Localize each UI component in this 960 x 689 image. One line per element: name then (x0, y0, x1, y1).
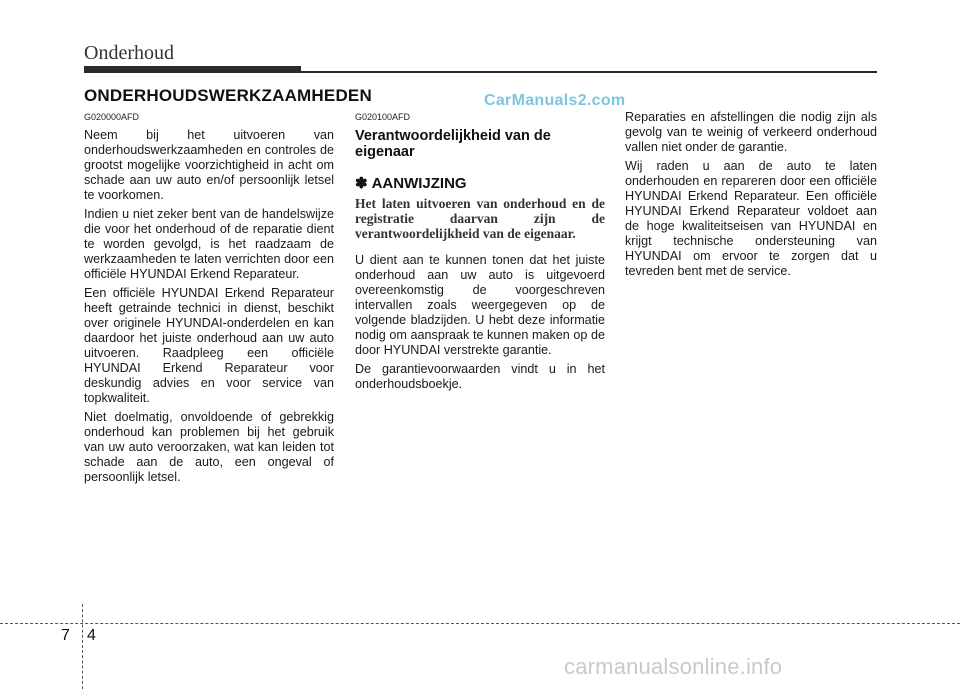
star-icon: ✽ (355, 175, 368, 192)
watermark-top[interactable]: CarManuals2.com (484, 92, 626, 109)
column-2 (355, 112, 605, 396)
header-rule-thin (301, 71, 877, 73)
notice-body: Het laten uitvoeren van onderhoud en de registratie daarvan zijn de verantwoordelijkheid van de eigenaar. (355, 196, 605, 241)
footer-dashed-rule (0, 623, 960, 624)
paragraph: Indien u niet zeker bent van de handelswijze die voor het onderhoud of de reparatie dient te worden gevolgd, is het raadzaam de werkzaamheden te laten verrichten door een officiële HYUNDAI Erkend Reparateur. (84, 207, 334, 281)
paragraph: U dient aan te kunnen tonen dat het juiste onderhoud aan uw auto is uitgevoerd overeenkomstig de voorgeschreven intervallen zoals weergegeven op de volgende bladzijden. U hebt deze informatie nodig om aanspraak te kunnen maken op de door HYUNDAI verstrekte garantie. (355, 253, 605, 357)
notice-label: AANWIJZING (371, 175, 467, 192)
notice-heading (355, 174, 605, 192)
paragraph: Niet doelmatig, onvoldoende of gebrekkig onderhoud kan problemen bij het gebruik van uw auto veroorzaken, wat kan leiden tot schade aan de auto, een ongeval of persoonlijk letsel. (84, 410, 334, 484)
page-number: 4 (87, 627, 96, 644)
footer-dashed-divider (82, 604, 83, 689)
paragraph: Een officiële HYUNDAI Erkend Reparateur heeft getrainde technici in dienst, beschikt over originele HYUNDAI-onderdelen en kan daardoor het juiste onderhoud aan uw auto uitvoeren. Raadpleeg een officiële HYUNDAI Erkend Reparateur voor deskundig advies en voor service van topkwaliteit. (84, 286, 334, 405)
paragraph: Wij raden u aan de auto te laten onderhouden en repareren door een officiële HYUNDAI Erkend Reparateur. Een officiële HYUNDAI Erkend Reparateur voldoet aan de hoge kwaliteitseisen van HYUNDAI en krijgt technische ondersteuning van HYUNDAI om ervoor te zorgen dat u tevreden bent met de service. (625, 159, 877, 278)
section-heading: ONDERHOUDSWERKZAAMHEDEN (84, 86, 372, 105)
paragraph: Neem bij het uitvoeren van onderhoudswerkzaamheden en controles de grootst mogelijke voorzichtigheid in acht om schade aan uw auto en/of persoonlijk letsel te voorkomen. (84, 128, 334, 202)
page-header-title: Onderhoud (84, 42, 174, 64)
subsection-heading: Verantwoordelijkheid van de eigenaar (355, 128, 551, 160)
section-code: G020100AFD (355, 112, 411, 122)
header-rule-thick (84, 66, 301, 73)
column-3 (625, 110, 877, 283)
section-code: G020000AFD (84, 112, 140, 122)
column-1 (84, 112, 334, 489)
chapter-number: 7 (61, 627, 70, 644)
paragraph: De garantievoorwaarden vindt u in het onderhoudsboekje. (355, 362, 605, 391)
watermark-bottom[interactable]: carmanualsonline.info (564, 654, 783, 679)
paragraph: Reparaties en afstellingen die nodig zijn als gevolg van te weinig of verkeerd onderhoud vallen niet onder de garantie. (625, 110, 877, 154)
